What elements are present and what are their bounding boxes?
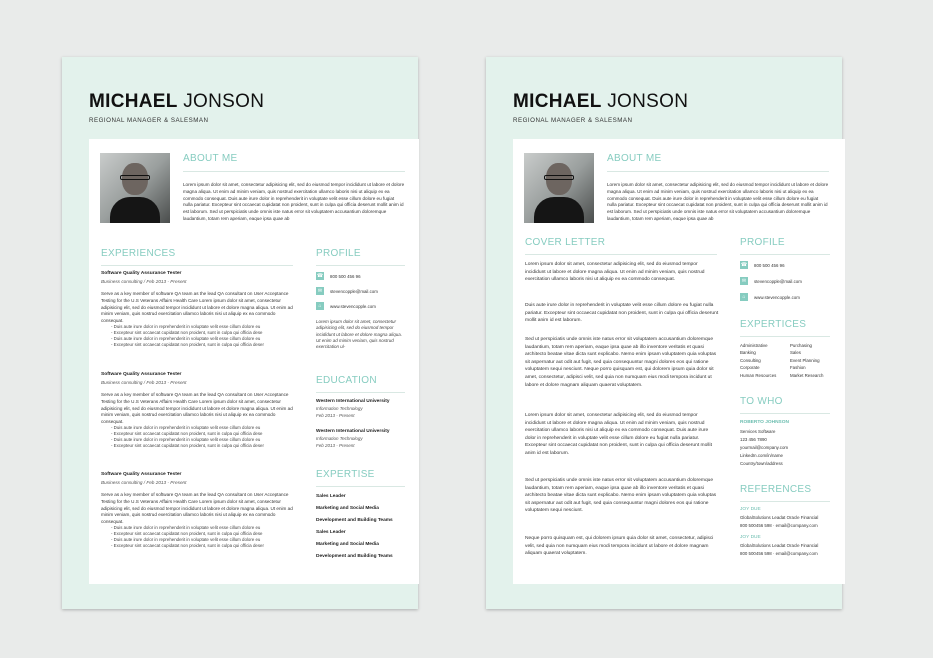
about-title: ABOUT ME bbox=[183, 153, 238, 164]
job-sub: Business consulting / Feb 2013 - Present bbox=[101, 480, 187, 485]
school-name: Western International University bbox=[316, 429, 390, 434]
education-title: EDUCATION bbox=[316, 375, 377, 386]
cover-paragraph: Sed ut perspiciatis unde omnis iste natus error sit voluptatem accusantium doloremque laudantium, totam rem aperiam, eaque ipsa quae ab illo inventore veritatis et quasi architecto beatae vitae dicta sunt explicabo. Nemo enim ipsam voluptatem quia voluptas sit aspernatur aut odit aut fugit, sed quia consequuntur magni dolores eos qui ratione voluptatem sequi nesciunt. Neque porro quisquam est, qui dolorem ipsum quia dolor sit amet, consectetur, adipisci velit, sed quia non numquam eius modi tempora incidunt ut labore et dolore magnam aliquam quaerat voluptatem. bbox=[525, 337, 717, 388]
resume-card bbox=[89, 139, 419, 584]
cover-letter-title: COVER LETTER bbox=[525, 237, 606, 248]
profile-title: PROFILE bbox=[740, 237, 785, 248]
expertise-item: Sales Leader bbox=[316, 494, 346, 499]
expertices-grid: Administrative Purchasing Banking Sales Consulting Event Planning Corporate Fashion Human Resources Market Research bbox=[740, 343, 824, 378]
home-icon: ⌂ bbox=[316, 302, 324, 310]
mail-icon: ✉ bbox=[317, 287, 323, 294]
cover-paragraph: Sed ut perspiciatis unde omnis iste natus error sit voluptatem accusantium doloremque laudantium, totam rem aperiam, eaque ipsa quae ab illo inventore veritatis et quasi architecto beatae vitae dicta sunt explicabo. Nemo enim ipsam voluptatem quia voluptas sit aspernatur aut odit aut fugit, sed quia consequuntur magni dolores eos qui ratione voluptatem sequi nesciunt. bbox=[525, 478, 717, 514]
expertise-item: Development and Building Teams bbox=[316, 554, 393, 559]
cover-paragraph: Lorem ipsum dolor sit amet, consectetur adipisicing elit, sed do eiusmod tempor incididunt ut labore et dolore magna aliqua. Ut enim ad minim veniam, quis nostrud exercitation ullamco laboris nisi ut aliquip ex ea commodo consequat. bbox=[525, 262, 705, 283]
job-title: Software Quality Assurance Tester bbox=[101, 472, 182, 477]
about-text: Lorem ipsum dolor sit amet, consectetur adipisicing elit, sed do eiusmod tempor incididunt ut labore et dolore magna aliqua. Ut enim ad minim veniam, quis nostrud exercitation ullamco laboris nisi ut aliquip ex ea commodo consequat. Duis aute irure dolor in reprehenderit in voluptate velit esse cillum dolore eu fugiat nulla pariatur. Excepteur sint occaecat cupidatat non proident, sunt in culpa qui officia deserunt mollit anim id est laborum. Sed ut perspiciatis unde omnis iste natus error sit voluptatem accusantium doloremque laudantium, totam rem aperiam, eaque ipsa quae ab bbox=[607, 182, 829, 221]
cover-card: ABOUT ME Lorem ipsum dolor sit amet, consectetur adipisicing elit, sed do eiusmod tempor incididunt ut labore et dolore magna aliqua. Ut enim ad minim veniam, quis nostrud exercitation ullamco laboris nisi ut aliquip ex ea commodo consequat. Duis aute irure dolor in reprehenderit in voluptate velit esse cillum dolore eu fugiat nulla pariatur. Excepteur sint occaecat cupidatat non proident, sunt in culpa qui officia deserunt mollit anim id est laborum. Sed ut perspiciatis unde omnis iste natus error sit voluptatem accusantium doloremque laudantium, totam rem aperiam, eaque ipsa quae ab COVER LETTER Lorem ipsum dolor sit amet, consectetur adipisicing elit, sed do eiusmod tempor incididunt ut labore et dolore magna aliqua. Ut enim ad minim veniam, quis nostrud exercitation ullamco laboris nisi ut aliquip ex ea commodo consequat. Duis aute irure dolor in reprehenderit in voluptate velit esse cillum dolore eu fugiat nulla pariatur. Excepteur sint occaecat cupidatat non proident, sunt in culpa qui officia deserunt mollit anim id est laborum. Sed ut perspiciatis unde omnis iste natus error sit voluptatem accusantium doloremque laudantium, totam rem aperiam, eaque ipsa quae ab illo inventore veritatis et quasi architecto beatae vitae dicta sunt explicabo. Nemo enim ipsam voluptatem quia voluptas sit aspernatur aut odit aut fugit, sed quia consequuntur magni dolores eos qui ratione voluptatem sequi nesciunt. Neque porro quisquam est, qui dolorem ipsum quia dolor sit amet, consectetur, adipisci velit, sed quia non numquam eius modi tempora incidunt ut labore et dolore magnam aliquam quaerat voluptatem. Lorem ipsum dolor sit amet, consectetur adipisicing elit, sed do eiusmod tempor incididunt ut labore et dolore magna aliqua. Ut enim ad minim veniam, quis nostrud exercitation ullamco laboris nisi ut aliquip ex ea commodo consequat. Duis aute irure dolor in reprehenderit in voluptate velit esse cillum dolore eu fugiat nulla pariatur. Excepteur sint occaecat cupidatat non proident, sunt in culpa qui officia deserunt mollit anim id est laborum. Sed ut perspiciatis unde omnis iste natus error sit voluptatem accusantium doloremque laudantium, totam rem aperiam, eaque ipsa quae ab illo inventore veritatis et quasi architecto beatae vitae dicta sunt explicabo. Nemo enim ipsam voluptatem quia voluptas sit aspernatur aut odit aut fugit, sed quia consequuntur magni dolores eos qui ratione voluptatem sequi nesciunt. Neque porro quisquam est, qui dolorem ipsum quia dolor sit amet, consectetur, adipisci velit, sed quia non numquam eius modi tempora incidunt ut labore et dolore magnam aliquam quaerat voluptatem. PROFILE ☎ 800 500 456 96 ✉ stevencopple@mail.com ⌂ www.stevencopple.com EXPERTICES Administrative Purchasing Banking Sales Consulting Event Planning Corporate Fashion Human Resources Market Research TO WHO ROBERTO JOHNSON Services Software 123 456 7890 yourmail@company.com LinkedIn.com/in/name Country/town/address REFERENCES JOY DUE GlobalSolutions Leadat Oracle Financial 800 500456 598 · email@company.com JOY DUE GlobalSolutions Leadat Oracle Financial 800 500456 598 · email@company.com bbox=[513, 139, 845, 584]
experiences-title: EXPERIENCES bbox=[101, 248, 176, 259]
job-desc: Serve as a key member of software QA team as the lead QA consultant on User Acceptance Testing for the U.S Veterans Affairs Health Care Lorem ipsum dolor sit amet, consectetur adipisicing elit, sed do eiusmod tempor incididunt ut labore et dolore magna aliqua. Ut enim ad minim veniam, quis nostrud exercitation ullamco laboris nisi ut aliquip ex ea commodo consequat. bbox=[101, 492, 293, 525]
profile-photo bbox=[524, 153, 594, 223]
about-title: ABOUT ME bbox=[607, 153, 662, 164]
job-bullets: - Duis aute irure dolor in reprehenderit in voluptate velit esse cillum dolore eu - Excepteur sint occaecat cupidatat non proident, sunt in culpa qui officia dese - Duis aute irure dolor in reprehenderit in voluptate velit esse cillum dolore eu - Excepteur sint occaecat cupidatat non proident, sunt in culpa qui officia deser bbox=[111, 425, 264, 448]
school-date: Feb 2013 - Present bbox=[316, 443, 355, 448]
expertise-title: EXPERTISE bbox=[316, 469, 375, 480]
web-row[interactable]: ⌂ www.stevencopple.com bbox=[316, 301, 376, 311]
resume-page bbox=[62, 57, 418, 609]
job-bullets: - Duis aute irure dolor in reprehenderit in voluptate velit esse cillum dolore eu - Excepteur sint occaecat cupidatat non proident, sunt in culpa qui officia dese - Duis aute irure dolor in reprehenderit in voluptate velit esse cillum dolore eu - Excepteur sint occaecat cupidatat non proident, sunt in culpa qui officia deser bbox=[111, 525, 264, 548]
web-row[interactable]: ⌂ www.stevencopple.com bbox=[740, 292, 800, 302]
profile-photo bbox=[100, 153, 170, 223]
profile-title: PROFILE bbox=[316, 248, 361, 259]
phone-icon: ☎ bbox=[316, 272, 324, 279]
recipient-name: ROBERTO JOHNSON bbox=[740, 420, 789, 425]
expertise-item: Sales Leader bbox=[316, 530, 346, 535]
references-title: REFERENCES bbox=[740, 484, 812, 495]
name-heading: MICHAEL JONSON bbox=[89, 91, 265, 112]
expertise-item: Development and Building Teams bbox=[316, 518, 393, 523]
school-name: Western International University bbox=[316, 399, 390, 404]
expertise-item: Marketing and Social Media bbox=[316, 542, 379, 547]
expertices-title: EXPERTICES bbox=[740, 319, 807, 330]
school-field: Information Technology bbox=[316, 406, 363, 411]
cover-paragraph: Neque porro quisquam est, qui dolorem ipsum quia dolor sit amet, consectetur, adipisci velit, sed quia non numquam eius modi tempora incidunt ut labore et dolore magnam aliquam quaerat voluptatem. bbox=[525, 536, 714, 557]
reference-name: JOY DUE bbox=[740, 507, 761, 512]
home-icon: ⌂ bbox=[740, 293, 748, 301]
job-desc: Serve as a key member of software QA team as the lead QA consultant on User Acceptance Testing for the U.S Veterans Affairs Health Care Lorem ipsum dolor sit amet, consectetur adipisicing elit, sed do eiusmod tempor incididunt ut labore et dolore magna aliqua. Ut enim ad minim veniam, quis nostrud exercitation ullamco laboris nisi ut aliquip ex ea commodo consequat. bbox=[101, 392, 293, 425]
reference-name: JOY DUE bbox=[740, 535, 761, 540]
school-date: Feb 2013 - Present bbox=[316, 413, 355, 418]
cover-paragraph: Duis aute irure dolor in reprehenderit in voluptate velit esse cillum dolore eu fugiat nulla pariatur. Excepteur sint occaecat cupidatat non proident, sunt in culpa qui officia deserunt mollit anim id est laborum. bbox=[525, 303, 719, 324]
role-subtitle: REGIONAL MANAGER & SALESMAN bbox=[513, 117, 633, 124]
about-text: Lorem ipsum dolor sit amet, consectetur adipisicing elit, sed do eiusmod tempor incididunt ut labore et dolore magna aliqua. Ut enim ad minim veniam, quis nostrud exercitation ullamco laboris nisi ut aliquip ex ea commodo consequat. Duis aute irure dolor in reprehenderit in voluptate velit esse cillum dolore eu fugiat nulla pariatur. Excepteur sint occaecat cupidatat non proident, sunt in culpa qui officia deserunt mollit anim id est laborum. Sed ut perspiciatis unde omnis iste natus error sit voluptatem accusantium doloremque laudantium, totam rem aperiam, eaque ipsa quae ab bbox=[183, 182, 405, 221]
job-sub: Business consulting / Feb 2013 - Present bbox=[101, 380, 187, 385]
to-who-title: TO WHO bbox=[740, 396, 783, 407]
mail-icon: ✉ bbox=[741, 277, 747, 284]
email-row[interactable]: ✉ stevencopple@mail.com bbox=[741, 277, 802, 284]
expertise-item: Marketing and Social Media bbox=[316, 506, 379, 511]
job-desc: Serve as a key member of software QA team as the lead QA consultant on User Acceptance Testing for the U.S Veterans Affairs Health Care Lorem ipsum dolor sit amet, consectetur adipisicing elit, sed do eiusmod tempor incididunt ut labore et dolore magna aliqua. Ut enim ad minim veniam, quis nostrud exercitation ullamco laboris nisi ut aliquip ex ea commodo consequat. bbox=[101, 291, 293, 324]
phone-row: ☎ 800 500 456 96 bbox=[740, 261, 785, 268]
job-sub: Business consulting / Feb 2013 - Present bbox=[101, 279, 187, 284]
role-subtitle: REGIONAL MANAGER & SALESMAN bbox=[89, 117, 209, 124]
job-title: Software Quality Assurance Tester bbox=[101, 372, 182, 377]
school-field: Information Technology bbox=[316, 436, 363, 441]
cover-paragraph: Lorem ipsum dolor sit amet, consectetur adipisicing elit, sed do eiusmod tempor incididunt ut labore et dolore magna aliqua. Ut enim ad minim veniam, quis nostrud exercitation ullamco laboris nisi ut aliquip ex ea commodo consequat. Duis aute irure dolor in reprehenderit in voluptate velit esse cillum dolore eu fugiat nulla pariatur. Excepteur sint occaecat cupidatat non proident, sunt in culpa qui officia deserunt mollit anim id est laborum. bbox=[525, 413, 712, 456]
profile-note: Lorem ipsum dolor sit amet, consectetur adipisicing elit, sed do eiusmod tempor incididunt ut labore et dolore magna aliqua. Ut enim ad minim veniam, quis nostrud exercitation ul- bbox=[316, 319, 403, 350]
phone-row: ☎ 800 500 456 96 bbox=[316, 272, 361, 279]
email-row[interactable]: ✉ stevencopple@mail.com bbox=[317, 287, 378, 294]
job-bullets: - Duis aute irure dolor in reprehenderit in voluptate velit esse cillum dolore eu - Excepteur sint occaecat cupidatat non proident, sunt in culpa qui officia dese - Duis aute irure dolor in reprehenderit in voluptate velit esse cillum dolore eu - Excepteur sint occaecat cupidatat non proident, sunt in culpa qui officia deser bbox=[111, 324, 264, 347]
phone-icon: ☎ bbox=[740, 261, 748, 268]
job-title: Software Quality Assurance Tester bbox=[101, 271, 182, 276]
cover-letter-page bbox=[486, 57, 842, 609]
name-heading: MICHAEL JONSON bbox=[513, 91, 689, 112]
